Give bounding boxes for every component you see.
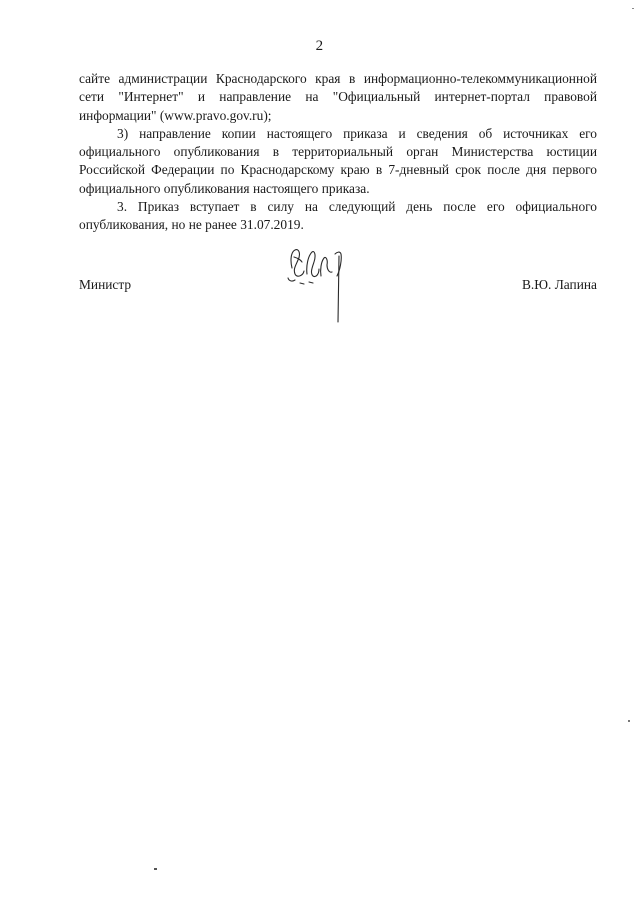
scan-speck xyxy=(154,868,157,870)
signer-title: Министр xyxy=(79,277,132,292)
page-number: 2 xyxy=(315,38,324,54)
signer-name: В.Ю. Лапина xyxy=(521,277,597,292)
document-body xyxy=(79,70,597,235)
paragraph-continuation: сайте администрации Краснодарского края в информационно-телекоммуникационной сети "Интернет" и направление на "Официальный интернет-портал правовой информации" (www.pravo.gov.ru); xyxy=(79,71,597,123)
handwritten-signature xyxy=(283,238,363,324)
paragraph-point-3: 3. Приказ вступает в силу на следующий день после его официального опубликования, но не ранее 31.07.2019. xyxy=(79,199,597,233)
scan-speck xyxy=(628,720,630,722)
paragraph-item-3: 3) направление копии настоящего приказа и сведения об источниках его официального опубликования в территориальный орган Министерства юстиции Российской Федерации по Краснодарскому краю в 7-дневный срок после дня первого официального опубликования настоящего приказа. xyxy=(79,125,597,196)
scan-speck xyxy=(632,8,634,9)
